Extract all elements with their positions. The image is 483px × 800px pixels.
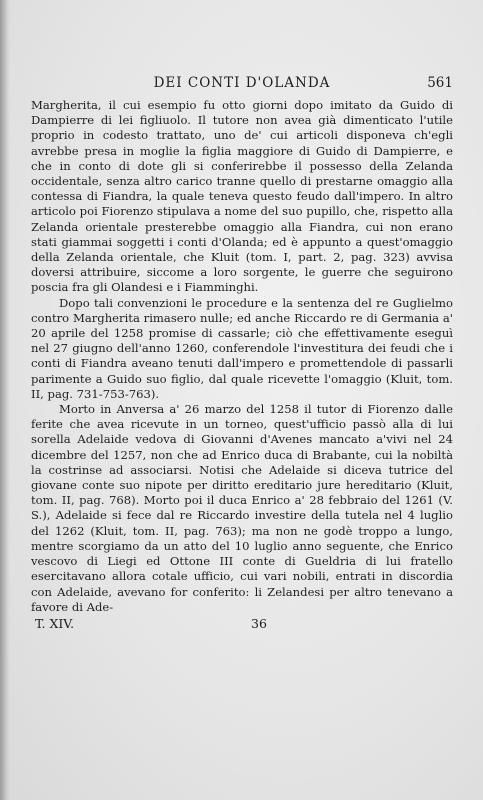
running-head: [31, 74, 453, 94]
binding-gutter-shadow: [0, 0, 10, 800]
paragraph-3: Morto in Anversa a' 26 marzo del 1258 il tutor di Fiorenzo dalle ferite che avea ricevute in un torneo, quest'ufficio passò alla di lui sorella Adelaide vedova di Giovanni d'Avenes mancato a'vivi nel 24 dicembre del 1257, non che ad Enrico duca di Brabante, cui la nobiltà la costrinse ad associarsi. Notisi che Adelaide si diceva tutrice del giovane conte suo nipote per diritto ereditario jure hereditario (Kluit, tom. II, pag. 768). Morto poi il duca Enrico a' 28 febbraio del 1261 (V. S.), Adelaide si fece dal re Riccardo investire della tutela nel 4 luglio del 1262 (Kluit, tom. II, pag. 763); ma non ne godè troppo a lungo, mentre scorgiamo da un atto del 10 luglio anno seguente, che Enrico vescovo di Liegi ed Ottone III conte di Gueldria di lui fratello esercitavano allora cotale ufficio, cui vari nobili, entrati in discordia con Adelaide, avevano for conferito: li Zelandesi per altro tenevano a favore di Ade-: [31, 402, 453, 614]
body-text: [31, 98, 453, 615]
paragraph-2: Dopo tali convenzioni le procedure e la sentenza del re Guglielmo contro Margherita rimasero nulle; ed anche Riccardo re di Germania a' 20 aprile del 1258 promise di cassarle; ciò che effettivamente eseguì nel 27 giugno dell'anno 1260, conferendole l'investitura dei feudi che i conti di Fiandra aveano tenuti dall'impero e promettendole di passarli parimente a Guido suo figlio, dal quale ricevette l'omaggio (Kluit, tom. II, pag. 731-753-763).: [31, 295, 453, 401]
running-title: DEI CONTI D'OLANDA: [153, 75, 331, 91]
page-footer: [31, 616, 453, 634]
book-page: [31, 74, 453, 634]
sheet-number: 36: [251, 615, 267, 631]
paragraph-1: Margherita, il cui esempio fu otto giorni dopo imitato da Guido di Dampierre di lei figliuolo. Il tutore non avea già dimenticato l'utile proprio in codesto trattato, uno de' cui articoli disponeva ch'egli avrebbe presa in moglie la figlia maggiore di Guido di Dampierre, e che in conto di dote gli si conferirebbe il possesso della Zelanda occidentale, senza altro carico tranne quello di prestarne omaggio alla contessa di Fiandra, la quale teneva questo feudo dall'impero. In altro articolo poi Fiorenzo stipulava a nome del suo pupillo, che, rispetto alla Zelanda orientale presterebbe omaggio alla Fiandra, cui non erano stati giammai soggetti i conti d'Olanda; ed è appunto a quest'omaggio della Zelanda orientale, che Kluit (tom. I, part. 2, pag. 323) avvisa doversi attribuire, siccome a loro sorgente, le guerre che seguirono poscia fra gli Olandesi e i Fiamminghi.: [31, 98, 453, 295]
volume-signature: T. XIV.: [35, 615, 75, 631]
page-number: 561: [427, 75, 453, 91]
